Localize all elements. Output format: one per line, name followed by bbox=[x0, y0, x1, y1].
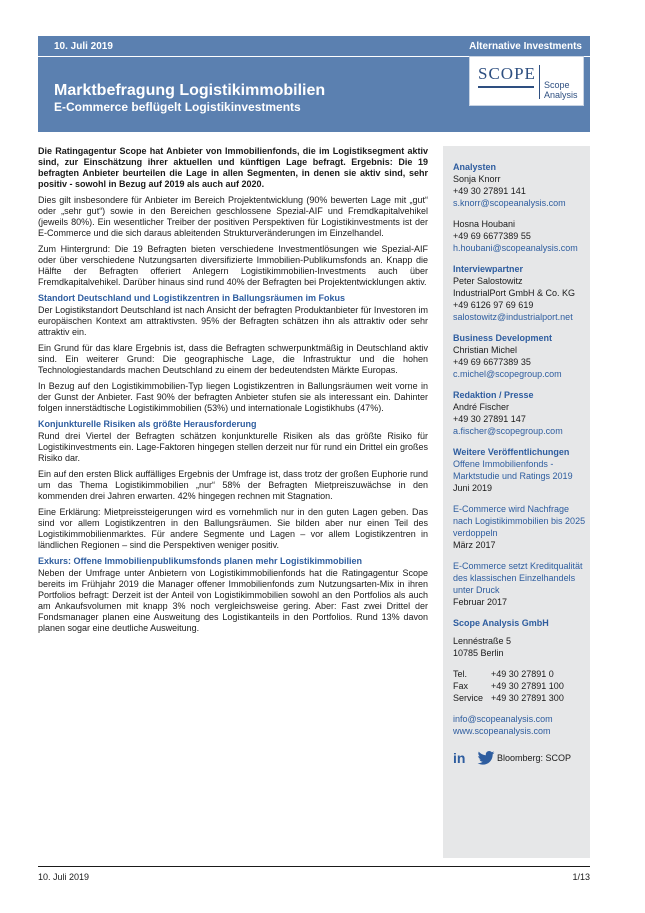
header-category: Alternative Investments bbox=[469, 41, 582, 52]
bloomberg-ticker: Bloomberg: SCOP bbox=[497, 753, 572, 763]
interview-heading: Interviewpartner bbox=[453, 264, 524, 274]
publications-heading: Weitere Veröffentlichungen bbox=[453, 447, 570, 457]
analyst-phone: +49 30 27891 141 bbox=[453, 186, 526, 196]
body-paragraph: Ein auf den ersten Blick auffälliges Ergebnis der Umfrage ist, dass trotz der großen Euphorie rund um das Thema Logistikimmobilien „nur“ 58% der Befragten Mietpreiszuwächse in den kommenden drei Jahren erwarten. 42% hingegen rechnen mit Stagnation. bbox=[38, 469, 428, 501]
twitter-icon[interactable] bbox=[475, 751, 497, 765]
header-topline bbox=[38, 36, 590, 57]
company-street: Lennéstraße 5 bbox=[453, 636, 512, 646]
body-paragraph: Ein Grund für das klare Ergebnis ist, dass die Befragten schwerpunktmäßig in Deutschland aktiv sind. Ein weiterer Grund: Die geographische Lage, die Infrastruktur und die hohen Technologiestandards machen Deutschland zu einem der bedeutendsten Märkte Europas. bbox=[38, 343, 428, 375]
main-column bbox=[38, 146, 428, 639]
tel-value: +49 30 27891 0 bbox=[491, 669, 554, 679]
press-email-link[interactable]: a.fischer@scopegroup.com bbox=[453, 426, 563, 436]
lead-paragraph: Die Ratingagentur Scope hat Anbieter von Immobilienfonds, die im Logistiksegment aktiv sind, zur Einschätzung ihrer aktuellen und künftigen Lage befragt. Ergebnis: Die 19 befragten Anbieter beurteilen die Lage in allen Segmenten, in denen sie aktiv sind, sehr positiv - sowohl in Bezug auf 2019 als auch auf 2020. bbox=[38, 146, 428, 189]
bd-name: Christian Michel bbox=[453, 345, 518, 355]
footer-divider bbox=[38, 866, 590, 867]
body-paragraph: Der Logistikstandort Deutschland ist nach Ansicht der befragten Produktanbieter für Investoren im europäischen Kontext am attraktivsten. 95% der Befragten schätzen ihn als attraktiv oder sehr attraktiv ein. bbox=[38, 305, 428, 337]
business-dev-heading: Business Development bbox=[453, 333, 553, 343]
social-row bbox=[453, 751, 580, 765]
fax-value: +49 30 27891 100 bbox=[491, 681, 564, 691]
publication-link[interactable]: Marktstudie und Ratings 2019 bbox=[453, 471, 573, 481]
tel-row bbox=[453, 668, 580, 680]
company-heading: Scope Analysis GmbH bbox=[453, 618, 549, 628]
publication-link[interactable]: nach Logistikimmobilien bis 2025 bbox=[453, 516, 586, 526]
service-value: +49 30 27891 300 bbox=[491, 693, 564, 703]
tel-label: Tel. bbox=[453, 669, 468, 679]
service-row bbox=[453, 692, 580, 704]
analyst-phone: +49 69 6677389 55 bbox=[453, 231, 531, 241]
section-heading: Exkurs: Offene Immobilienpublikumsfonds planen mehr Logistikimmobilien bbox=[38, 556, 363, 566]
publication-date: Februar 2017 bbox=[453, 597, 508, 607]
contact-sidebar bbox=[443, 146, 590, 858]
press-heading: Redaktion / Presse bbox=[453, 390, 534, 400]
press-name: André Fischer bbox=[453, 402, 510, 412]
analyst-name: Hosna Houbani bbox=[453, 219, 516, 229]
logo-divider bbox=[539, 65, 540, 99]
body-paragraph: In Bezug auf den Logistikimmobilien-Typ liegen Logistikzentren in Ballungsräumen weit vorne in der Gunst der Anbieter. Fast 90% der befragten Anbieter stufen sie als interessant ein. Dahinter folgen innerstädtische Logistikimmobilien (53%) und internationale Logistikhubs (47%). bbox=[38, 381, 428, 413]
header-date: 10. Juli 2019 bbox=[54, 41, 113, 52]
publication-date: März 2017 bbox=[453, 540, 496, 550]
publication-link[interactable]: unter Druck bbox=[453, 585, 500, 595]
publication-link[interactable]: verdoppeln bbox=[453, 528, 498, 538]
website-link[interactable]: www.scopeanalysis.com bbox=[453, 726, 551, 736]
logo-wordmark: SCOPE bbox=[478, 64, 536, 83]
logo-line1: Scope bbox=[544, 80, 570, 90]
fax-label: Fax bbox=[453, 681, 469, 691]
bd-phone: +49 69 6677389 35 bbox=[453, 357, 531, 367]
partner-email-link[interactable]: salostowitz@industrialport.net bbox=[453, 312, 573, 322]
partner-company: IndustrialPort GmbH & Co. KG bbox=[453, 288, 576, 298]
press-phone: +49 30 27891 147 bbox=[453, 414, 526, 424]
partner-name: Peter Salostowitz bbox=[453, 276, 523, 286]
page-number: 1/13 bbox=[572, 872, 590, 882]
logo-line2: Analysis bbox=[544, 90, 578, 100]
analyst-name: Sonja Knorr bbox=[453, 174, 501, 184]
body-paragraph: Zum Hintergrund: Die 19 Befragten bieten verschiedene Investmentlösungen wie Spezial-AIF oder über verschiedene Nutzungsarten diversifizierte Immobilien-Publikumsfonds an. Knapp die Hälfte der Befragten offeriert Anlegern Logistikimmobilien-Investments auch über Fremdkapitalvehikel. Darüber hinaus sind rund 40% der Befragten bei Projektentwicklungen aktiv. bbox=[38, 244, 428, 287]
service-label: Service bbox=[453, 693, 484, 703]
publication-link[interactable]: Offene Immobilienfonds - bbox=[453, 459, 554, 469]
body-paragraph: Eine Erklärung: Mietpreissteigerungen wird es vornehmlich nur in den guten Lagen geben. Das sind vor allem Logistikzentren in den Ballungsräumen. Sie bilden aber nur einen Teil des Logistikimmobilienmarktes. Für andere Segmente und Lagen – vor allem Logistikzentren in ländlichen Regionen – sind die Perspektiven weniger positiv. bbox=[38, 507, 428, 550]
fax-row bbox=[453, 680, 580, 692]
publication-date: Juni 2019 bbox=[453, 483, 493, 493]
body-paragraph: Rund drei Viertel der Befragten schätzen konjunkturelle Risiken als das größte Risiko für Logistikinvestments ein. Lage-Faktoren hingegen stellen derzeit nur für rund ein Drittel ein großes Risiko dar. bbox=[38, 431, 428, 463]
footer-date: 10. Juli 2019 bbox=[38, 872, 90, 882]
partner-phone: +49 6126 97 69 619 bbox=[453, 300, 534, 310]
publication-link[interactable]: E-Commerce wird Nachfrage bbox=[453, 504, 570, 514]
analyst-email-link[interactable]: h.houbani@scopeanalysis.com bbox=[453, 243, 578, 253]
publication-link[interactable]: des klassischen Einzelhandels bbox=[453, 573, 576, 583]
body-paragraph: Neben der Umfrage unter Anbietern von Logistikimmobilienfonds hat die Ratingagentur Scope bereits im Frühjahr 2019 die Manager offener Immobilienfonds zum Nutzungsarten-Mix in ihren Portfolios befragt: Derzeit ist der Anteil von Logistikimmobilien sowohl an den Portfolios als auch am Ankaufsvolumen mit knapp 3% noch vergleichsweise gering. Aber: Fast zwei Drittel der Fondsmanager planen eine Ausweitung des Logistikanteils in den Portfolios. Rund 13% davon planen sogar eine deutliche Ausweitung. bbox=[38, 568, 428, 633]
scope-logo bbox=[469, 56, 584, 106]
linkedin-icon[interactable]: in bbox=[453, 750, 466, 766]
company-city: 10785 Berlin bbox=[453, 648, 504, 658]
bd-email-link[interactable]: c.michel@scopegroup.com bbox=[453, 369, 562, 379]
analyst-email-link[interactable]: s.knorr@scopeanalysis.com bbox=[453, 198, 566, 208]
publication-link[interactable]: E-Commerce setzt Kreditqualität bbox=[453, 561, 583, 571]
analysts-heading: Analysten bbox=[453, 162, 497, 172]
report-subtitle: E-Commerce beflügelt Logistikinvestments bbox=[54, 100, 301, 114]
report-title: Marktbefragung Logistikimmobilien bbox=[54, 82, 326, 99]
info-email-link[interactable]: info@scopeanalysis.com bbox=[453, 714, 553, 724]
logo-underline bbox=[478, 86, 534, 88]
body-paragraph: Dies gilt insbesondere für Anbieter im Bereich Projektentwicklung (90% bewerten Lage mit „gut“ oder „sehr gut“) sowie in den Bereichen geschlossene Spezial-AIF und Fremdkapitalvehikel (jeweils 80%). Ein wesentlicher Treiber der positiven Perspektiven für Logistikinvestments ist der E-Commerce und die sich daraus ableitenden Strukturveränderungen im Einzelhandel. bbox=[38, 195, 428, 238]
section-heading: Konjunkturelle Risiken als größte Herausforderung bbox=[38, 419, 257, 429]
section-heading: Standort Deutschland und Logistikzentren in Ballungsräumen im Fokus bbox=[38, 293, 346, 303]
